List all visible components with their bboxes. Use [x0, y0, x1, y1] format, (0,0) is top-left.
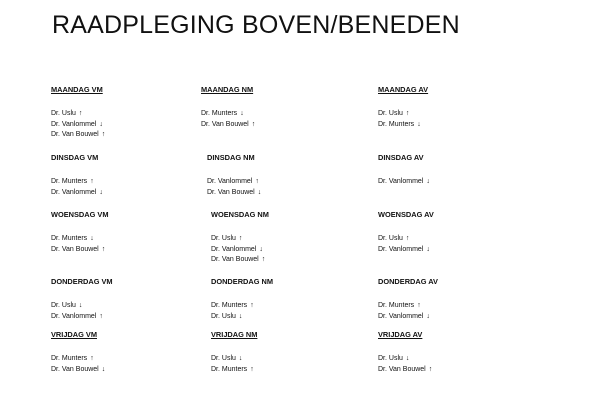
- arrow-icon: ↓: [240, 110, 244, 117]
- slot-heading: VRIJDAG VM: [51, 330, 97, 339]
- doctor-name: Dr. Uslu: [211, 355, 236, 362]
- slot-heading: DINSDAG NM: [207, 153, 255, 162]
- arrow-icon: ↑: [99, 312, 103, 320]
- doctor-name: Dr. Vanlommel: [211, 245, 257, 253]
- arrow-icon: ↑: [250, 365, 254, 373]
- doctor-name: Dr. Munters: [51, 178, 88, 185]
- doctor-entry: [211, 365, 401, 376]
- arrow-icon: ↑: [101, 245, 106, 253]
- doctor-entry: [211, 312, 401, 323]
- doctor-entry: [207, 188, 397, 199]
- slot-heading: MAANDAG AV: [378, 85, 429, 94]
- slot-heading: MAANDAG NM: [201, 85, 254, 94]
- doctor-name: Dr. Uslu: [211, 312, 236, 320]
- doctor-name: Dr. Uslu: [51, 302, 76, 309]
- doctor-entry: [378, 234, 568, 245]
- slot-woensdag-nm: [211, 204, 401, 266]
- doctor-name: Dr. Vanlommel: [378, 245, 424, 253]
- slot-dinsdag-nm: [207, 147, 397, 198]
- arrow-icon: ↑: [101, 131, 106, 138]
- doctor-name: Dr. Vanlommel: [378, 178, 424, 185]
- slot-heading: VRIJDAG NM: [211, 330, 258, 339]
- doctor-list: [378, 177, 568, 188]
- doctor-name: Dr. Vanlommel: [51, 188, 97, 196]
- arrow-icon: ↑: [78, 110, 83, 117]
- doctor-name: Dr. Munters: [51, 235, 88, 242]
- slot-maandag-nm: [201, 79, 391, 130]
- slot-vrijdag-av: [378, 324, 568, 375]
- doctor-list: [211, 234, 401, 266]
- arrow-icon: ↓: [426, 245, 430, 253]
- doctor-name: Dr. Uslu: [378, 355, 403, 362]
- doctor-list: [378, 234, 568, 255]
- page-title: RAADPLEGING BOVEN/BENEDEN: [52, 11, 460, 39]
- doctor-list: [201, 109, 391, 130]
- slot-heading: MAANDAG VM: [51, 85, 103, 94]
- doctor-name: Dr. Munters: [201, 110, 238, 117]
- arrow-icon: ↑: [405, 235, 410, 242]
- doctor-name: Dr. Uslu: [378, 235, 403, 242]
- slot-heading: VRIJDAG AV: [378, 330, 423, 339]
- doctor-name: Dr. Van Bouwel: [201, 120, 249, 128]
- doctor-name: Dr. Uslu: [378, 110, 403, 117]
- slot-heading: DONDERDAG NM: [211, 277, 273, 286]
- arrow-icon: ↓: [405, 355, 410, 362]
- doctor-entry: [378, 365, 568, 376]
- doctor-name: Dr. Van Bouwel: [211, 256, 259, 263]
- arrow-icon: ↓: [426, 178, 430, 185]
- doctor-list: [378, 354, 568, 375]
- arrow-icon: ↑: [417, 302, 421, 309]
- arrow-icon: ↓: [99, 188, 103, 196]
- doctor-name: Dr. Munters: [51, 355, 88, 362]
- doctor-entry: [211, 234, 401, 245]
- arrow-icon: ↓: [257, 188, 262, 196]
- doctor-entry: [211, 255, 401, 266]
- doctor-entry: [378, 245, 568, 256]
- doctor-entry: [211, 301, 401, 312]
- arrow-icon: ↓: [426, 312, 430, 320]
- arrow-icon: ↓: [417, 120, 421, 128]
- slot-heading: WOENSDAG AV: [378, 210, 434, 219]
- arrow-icon: ↑: [250, 302, 254, 309]
- arrow-icon: ↑: [90, 355, 94, 362]
- arrow-icon: ↓: [101, 365, 106, 373]
- doctor-entry: [378, 312, 568, 323]
- arrow-icon: ↑: [251, 120, 256, 128]
- doctor-list: [211, 301, 401, 322]
- arrow-icon: ↑: [405, 110, 410, 117]
- doctor-name: Dr. Vanlommel: [378, 312, 424, 320]
- slot-maandag-av: [378, 79, 568, 130]
- arrow-icon: ↑: [238, 235, 243, 242]
- slot-vrijdag-nm: [211, 324, 401, 375]
- arrow-icon: ↑: [90, 178, 94, 185]
- arrow-icon: ↓: [78, 302, 83, 309]
- doctor-name: Dr. Van Bouwel: [51, 365, 99, 373]
- doctor-entry: [378, 301, 568, 312]
- doctor-name: Dr. Van Bouwel: [207, 188, 255, 196]
- doctor-entry: [211, 245, 401, 256]
- slot-donderdag-nm: [211, 271, 401, 322]
- doctor-list: [378, 301, 568, 322]
- doctor-entry: [207, 177, 397, 188]
- slot-woensdag-av: [378, 204, 568, 255]
- slot-heading: DONDERDAG VM: [51, 277, 113, 286]
- doctor-name: Dr. Van Bouwel: [51, 245, 99, 253]
- doctor-name: Dr. Uslu: [51, 110, 76, 117]
- doctor-entry: [378, 177, 568, 188]
- doctor-entry: [378, 354, 568, 365]
- slot-heading: DINSDAG VM: [51, 153, 99, 162]
- arrow-icon: ↓: [238, 312, 243, 320]
- doctor-entry: [201, 120, 391, 131]
- arrow-icon: ↓: [90, 235, 94, 242]
- slot-donderdag-av: [378, 271, 568, 322]
- doctor-entry: [378, 109, 568, 120]
- doctor-entry: [378, 120, 568, 131]
- doctor-name: Dr. Munters: [211, 365, 248, 373]
- slot-heading: WOENSDAG NM: [211, 210, 269, 219]
- doctor-list: [207, 177, 397, 198]
- slot-heading: DONDERDAG AV: [378, 277, 438, 286]
- arrow-icon: ↓: [259, 245, 263, 253]
- doctor-name: Dr. Vanlommel: [51, 120, 97, 128]
- doctor-name: Dr. Vanlommel: [207, 178, 253, 185]
- doctor-list: [211, 354, 401, 375]
- arrow-icon: ↑: [255, 178, 259, 185]
- doctor-entry: [201, 109, 391, 120]
- doctor-name: Dr. Uslu: [211, 235, 236, 242]
- arrow-icon: ↓: [99, 120, 103, 128]
- doctor-entry: [51, 130, 241, 141]
- arrow-icon: ↓: [238, 355, 243, 362]
- doctor-name: Dr. Munters: [211, 302, 248, 309]
- slot-dinsdag-av: [378, 147, 568, 188]
- doctor-name: Dr. Munters: [378, 302, 415, 309]
- doctor-name: Dr. Munters: [378, 120, 415, 128]
- doctor-list: [378, 109, 568, 130]
- doctor-entry: [211, 354, 401, 365]
- doctor-name: Dr. Vanlommel: [51, 312, 97, 320]
- slot-heading: WOENSDAG VM: [51, 210, 109, 219]
- arrow-icon: ↑: [261, 256, 266, 263]
- slot-heading: DINSDAG AV: [378, 153, 424, 162]
- doctor-name: Dr. Van Bouwel: [51, 131, 99, 138]
- doctor-name: Dr. Van Bouwel: [378, 365, 426, 373]
- arrow-icon: ↑: [428, 365, 433, 373]
